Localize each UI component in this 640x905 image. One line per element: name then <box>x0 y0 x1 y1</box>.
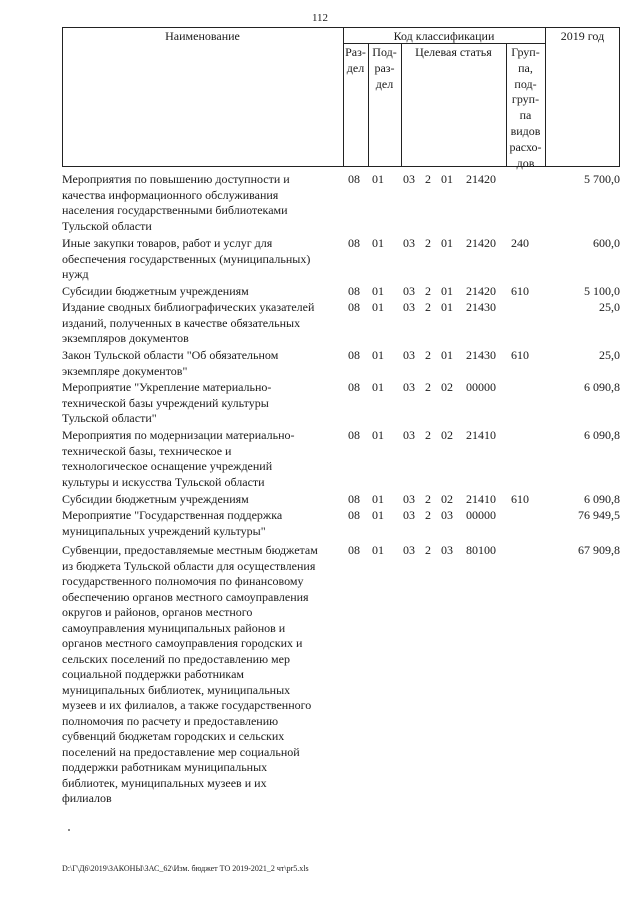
row-c4: 21420 <box>466 172 496 186</box>
row-amount: 67 909,8 <box>578 543 620 557</box>
row-name-line: обеспечению органов местного самоуправления <box>62 589 309 604</box>
row-name-line: Мероприятия по повышению доступности и <box>62 172 290 186</box>
row-name-line: Тульской области <box>62 218 152 233</box>
row-vr: 610 <box>511 348 529 362</box>
row-name-line: нужд <box>62 267 89 281</box>
row-name-line: Мероприятия по модернизации материально- <box>62 428 295 442</box>
row-name-line: качества информационного обслуживания <box>62 187 279 202</box>
row-name <box>62 300 342 347</box>
row-name-line: изданий, полученных в качестве обязательных <box>62 315 301 330</box>
row-c2: 2 <box>425 172 431 186</box>
row-c4: 00000 <box>466 380 496 394</box>
row-name <box>62 428 342 490</box>
row-name-line: Иные закупки товаров, работ и услуг для <box>62 236 273 250</box>
header-subsection: Под- раз- дел <box>372 45 397 91</box>
row-c2: 2 <box>425 428 431 442</box>
row-name-line: муниципальных библиотек, муниципальных <box>62 682 291 697</box>
row-c1: 03 <box>403 492 415 506</box>
row-podrazdel: 01 <box>372 172 384 186</box>
row-razdel: 08 <box>348 492 360 506</box>
row-podrazdel: 01 <box>372 428 384 442</box>
row-razdel: 08 <box>348 543 360 557</box>
row-name <box>62 543 342 807</box>
row-name-line: муниципальных учреждений культуры" <box>62 523 266 538</box>
row-c1: 03 <box>403 172 415 186</box>
row-c3: 01 <box>441 284 453 298</box>
row-name-line: культуры и искусства Тульской области <box>62 474 265 489</box>
row-c3: 02 <box>441 492 453 506</box>
row-amount: 25,0 <box>599 348 620 362</box>
row-c1: 03 <box>403 380 415 394</box>
row-c4: 00000 <box>466 508 496 522</box>
row-podrazdel: 01 <box>372 492 384 506</box>
row-c4: 21410 <box>466 428 496 442</box>
row-c2: 2 <box>425 508 431 522</box>
row-name <box>62 492 342 508</box>
row-c1: 03 <box>403 428 415 442</box>
row-c4: 21420 <box>466 236 496 250</box>
header-name: Наименование <box>165 29 240 43</box>
row-c3: 01 <box>441 236 453 250</box>
row-name-line: Мероприятие "Государственная поддержка <box>62 508 283 522</box>
scan-dot <box>68 829 70 831</box>
row-vr: 610 <box>511 284 529 298</box>
row-razdel: 08 <box>348 284 360 298</box>
row-amount: 6 090,8 <box>584 380 620 394</box>
row-name-line: филиалов <box>62 791 112 805</box>
header-group: Груп- па, под- груп- па видов расхо- дов <box>509 45 542 170</box>
row-name-line: социальной поддержки работникам <box>62 667 244 681</box>
row-name <box>62 172 342 234</box>
row-name <box>62 284 342 300</box>
row-c3: 03 <box>441 543 453 557</box>
row-podrazdel: 01 <box>372 300 384 314</box>
row-c2: 2 <box>425 236 431 250</box>
row-razdel: 08 <box>348 236 360 250</box>
row-c3: 02 <box>441 428 453 442</box>
row-c3: 01 <box>441 300 453 314</box>
row-amount: 6 090,8 <box>584 428 620 442</box>
row-c4: 21420 <box>466 284 496 298</box>
row-c4: 21430 <box>466 300 496 314</box>
row-razdel: 08 <box>348 380 360 394</box>
row-podrazdel: 01 <box>372 380 384 394</box>
row-razdel: 08 <box>348 428 360 442</box>
header-divider <box>545 27 546 167</box>
row-name-line: Закон Тульской области "Об обязательном <box>62 348 279 362</box>
row-name <box>62 348 342 379</box>
row-name-line: Тульской области" <box>62 411 157 425</box>
row-amount: 76 949,5 <box>578 508 620 522</box>
row-name-line: технологическое оснащение учреждений <box>62 459 273 473</box>
row-name-line: самоуправления муниципальных районов и <box>62 620 286 635</box>
row-name-line: музеев и их филиалов, а также государственного <box>62 698 312 712</box>
row-c1: 03 <box>403 348 415 362</box>
row-c1: 03 <box>403 284 415 298</box>
row-c3: 02 <box>441 380 453 394</box>
row-name-line: Субвенции, предоставляемые местным бюджетам <box>62 543 318 557</box>
row-podrazdel: 01 <box>372 508 384 522</box>
row-vr: 610 <box>511 492 529 506</box>
row-name <box>62 236 342 283</box>
row-name <box>62 380 342 427</box>
row-podrazdel: 01 <box>372 348 384 362</box>
row-c2: 2 <box>425 543 431 557</box>
row-c1: 03 <box>403 508 415 522</box>
row-name-line: поселений на предоставление мер социальной <box>62 744 300 759</box>
row-c1: 03 <box>403 300 415 314</box>
row-amount: 6 090,8 <box>584 492 620 506</box>
row-amount: 5 100,0 <box>584 284 620 298</box>
row-name-line: Субсидии бюджетным учреждениям <box>62 492 249 506</box>
row-c2: 2 <box>425 284 431 298</box>
row-name-line: населения государственными библиотеками <box>62 203 288 217</box>
row-podrazdel: 01 <box>372 543 384 557</box>
row-name-line: Издание сводных библиографических указателей <box>62 300 315 314</box>
row-c2: 2 <box>425 380 431 394</box>
row-name-line: полномочия по расчету и предоставлению <box>62 713 279 728</box>
row-c2: 2 <box>425 300 431 314</box>
row-c3: 03 <box>441 508 453 522</box>
file-path-footer: D:\Г\Д6\2019\ЗАКОНЫ\ЗАС_62\Изм. бюджет ТО 2019-2021_2 чт\pr5.xls <box>62 864 309 873</box>
row-podrazdel: 01 <box>372 284 384 298</box>
header-code-classification: Код классификации <box>393 29 495 43</box>
row-name-line: Мероприятие "Укрепление материально- <box>62 380 272 394</box>
row-name-line: органов местного самоуправления городских и <box>62 636 303 650</box>
header-target-article: Целевая статья <box>415 45 492 59</box>
row-amount: 25,0 <box>599 300 620 314</box>
row-razdel: 08 <box>348 348 360 362</box>
row-name-line: обеспечения государственных (муниципальных) <box>62 251 311 266</box>
row-c1: 03 <box>403 236 415 250</box>
row-name-line: округов и районов, органов местного <box>62 605 253 619</box>
header-divider <box>401 44 402 167</box>
row-name-line: государственного полномочия по финансовому <box>62 574 304 588</box>
page-number: 112 <box>311 12 329 24</box>
row-c4: 80100 <box>466 543 496 557</box>
row-amount: 5 700,0 <box>584 172 620 186</box>
row-razdel: 08 <box>348 172 360 186</box>
row-vr: 240 <box>511 236 529 250</box>
header-year: 2019 год <box>560 29 605 43</box>
row-podrazdel: 01 <box>372 236 384 250</box>
row-c2: 2 <box>425 348 431 362</box>
row-name-line: технической базы учреждений культуры <box>62 395 269 410</box>
row-razdel: 08 <box>348 508 360 522</box>
row-name-line: экземпляре документов" <box>62 363 188 378</box>
row-c3: 01 <box>441 172 453 186</box>
row-c4: 21410 <box>466 492 496 506</box>
row-c3: 01 <box>441 348 453 362</box>
row-name-line: библиотек, муниципальных музеев и их <box>62 775 267 790</box>
row-c4: 21430 <box>466 348 496 362</box>
row-name-line: технической базы, техническое и <box>62 443 232 458</box>
row-name-line: из бюджета Тульской области для осуществления <box>62 558 316 573</box>
row-name <box>62 508 342 539</box>
row-name-line: сельских поселений по предоставлению мер <box>62 651 290 666</box>
row-c2: 2 <box>425 492 431 506</box>
header-section: Раз- дел <box>345 45 366 75</box>
row-name-line: Субсидии бюджетным учреждениям <box>62 284 249 298</box>
row-c1: 03 <box>403 543 415 557</box>
row-name-line: субвенций бюджетам городских и сельских <box>62 729 285 743</box>
row-razdel: 08 <box>348 300 360 314</box>
row-name-line: экземпляров документов <box>62 331 189 345</box>
row-name-line: поддержки работникам муниципальных <box>62 760 268 774</box>
row-amount: 600,0 <box>593 236 620 250</box>
